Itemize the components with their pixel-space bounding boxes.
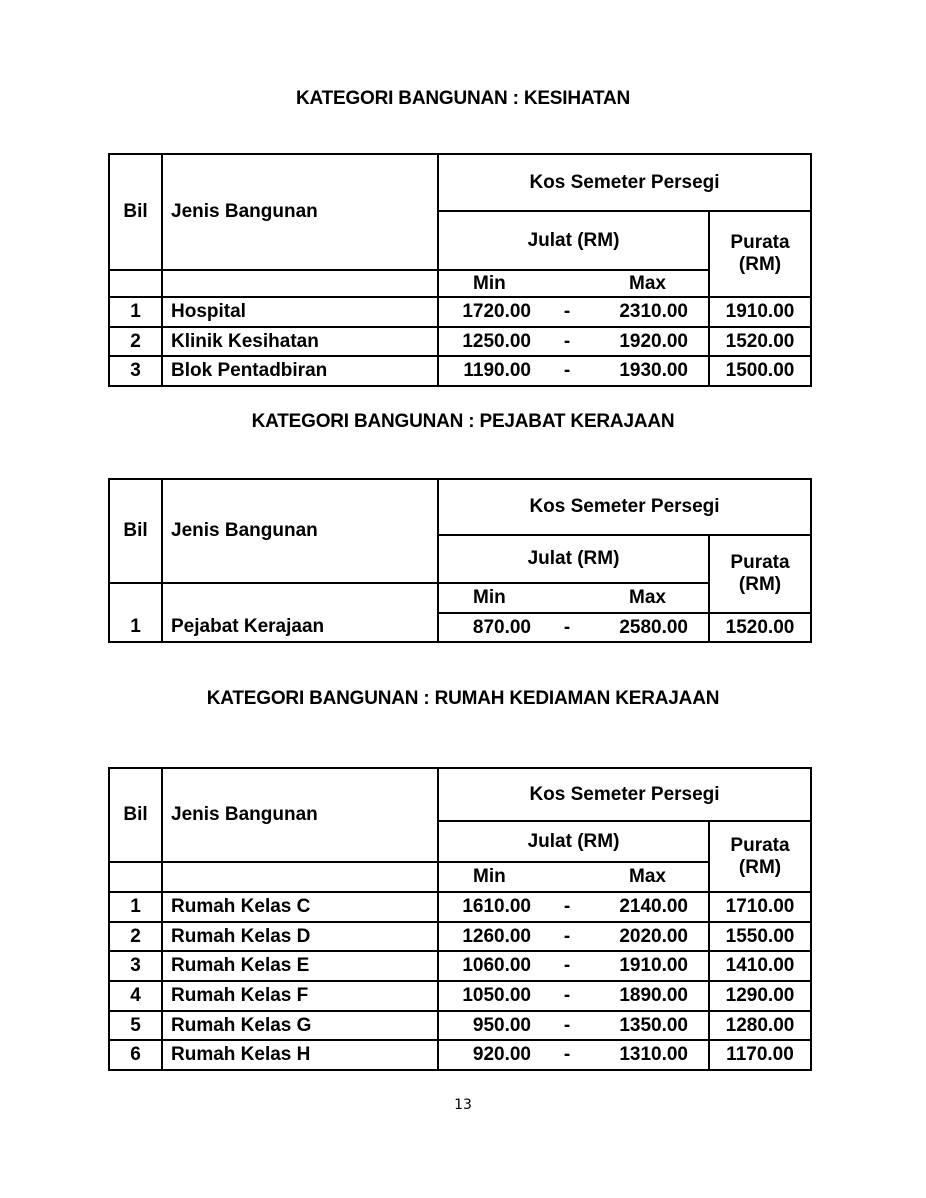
header-max: Max [629, 866, 666, 887]
table-row: 2 Rumah Kelas D 1260.00 - 2020.00 1550.00 [109, 922, 811, 951]
header-jenis-bangunan: Jenis Bangunan [162, 479, 438, 583]
header-bil: Bil [109, 154, 162, 270]
header-purata: Purata (RM) [709, 821, 811, 892]
page-number: 13 [454, 1097, 472, 1113]
table-rumah-kediaman-kerajaan [108, 767, 812, 1071]
header-julat: Julat (RM) [438, 535, 709, 583]
section-title-rumah-kediaman-kerajaan: KATEGORI BANGUNAN : RUMAH KEDIAMAN KERAJAAN [206, 688, 720, 709]
header-kos-semeter-persegi: Kos Semeter Persegi [438, 154, 811, 211]
header-min: Min [473, 866, 506, 887]
header-min: Min [473, 272, 506, 294]
header-min-max [438, 270, 709, 297]
table-row: 4 Rumah Kelas F 1050.00 - 1890.00 1290.00 [109, 981, 811, 1011]
header-min: Min [473, 587, 506, 608]
section-title-kesihatan: KATEGORI BANGUNAN : KESIHATAN [295, 88, 631, 109]
header-julat: Julat (RM) [438, 211, 709, 270]
table-kesihatan [108, 153, 812, 387]
header-bil: Bil [109, 479, 162, 583]
table-row: 1 Hospital 1720.00 - 2310.00 1910.00 [109, 297, 811, 327]
header-max: Max [629, 272, 666, 294]
section-title-pejabat-kerajaan: KATEGORI BANGUNAN : PEJABAT KERAJAAN [251, 411, 675, 432]
table-row: 6 Rumah Kelas H 920.00 - 1310.00 1170.00 [109, 1040, 811, 1070]
table-row: 1 Rumah Kelas C 1610.00 - 2140.00 1710.00 [109, 892, 811, 922]
header-kos-semeter-persegi: Kos Semeter Persegi [438, 768, 811, 821]
table-row: 2 Klinik Kesihatan 1250.00 - 1920.00 1520.00 [109, 327, 811, 356]
table-pejabat-kerajaan [108, 478, 812, 643]
table-row: 3 Rumah Kelas E 1060.00 - 1910.00 1410.00 [109, 951, 811, 981]
header-purata: Purata (RM) [709, 535, 811, 613]
header-min-max [438, 583, 709, 613]
table-row: 1 Pejabat Kerajaan 870.00 - 2580.00 1520.00 [109, 613, 811, 642]
table-row: 5 Rumah Kelas G 950.00 - 1350.00 1280.00 [109, 1011, 811, 1040]
header-jenis-bangunan: Jenis Bangunan [162, 154, 438, 270]
header-jenis-bangunan: Jenis Bangunan [162, 768, 438, 862]
header-max: Max [629, 587, 666, 608]
header-julat: Julat (RM) [438, 821, 709, 862]
header-kos-semeter-persegi: Kos Semeter Persegi [438, 479, 811, 535]
header-purata: Purata (RM) [709, 211, 811, 297]
header-min-max [438, 862, 709, 892]
table-row: 3 Blok Pentadbiran 1190.00 - 1930.00 1500.00 [109, 356, 811, 386]
header-bil: Bil [109, 768, 162, 862]
